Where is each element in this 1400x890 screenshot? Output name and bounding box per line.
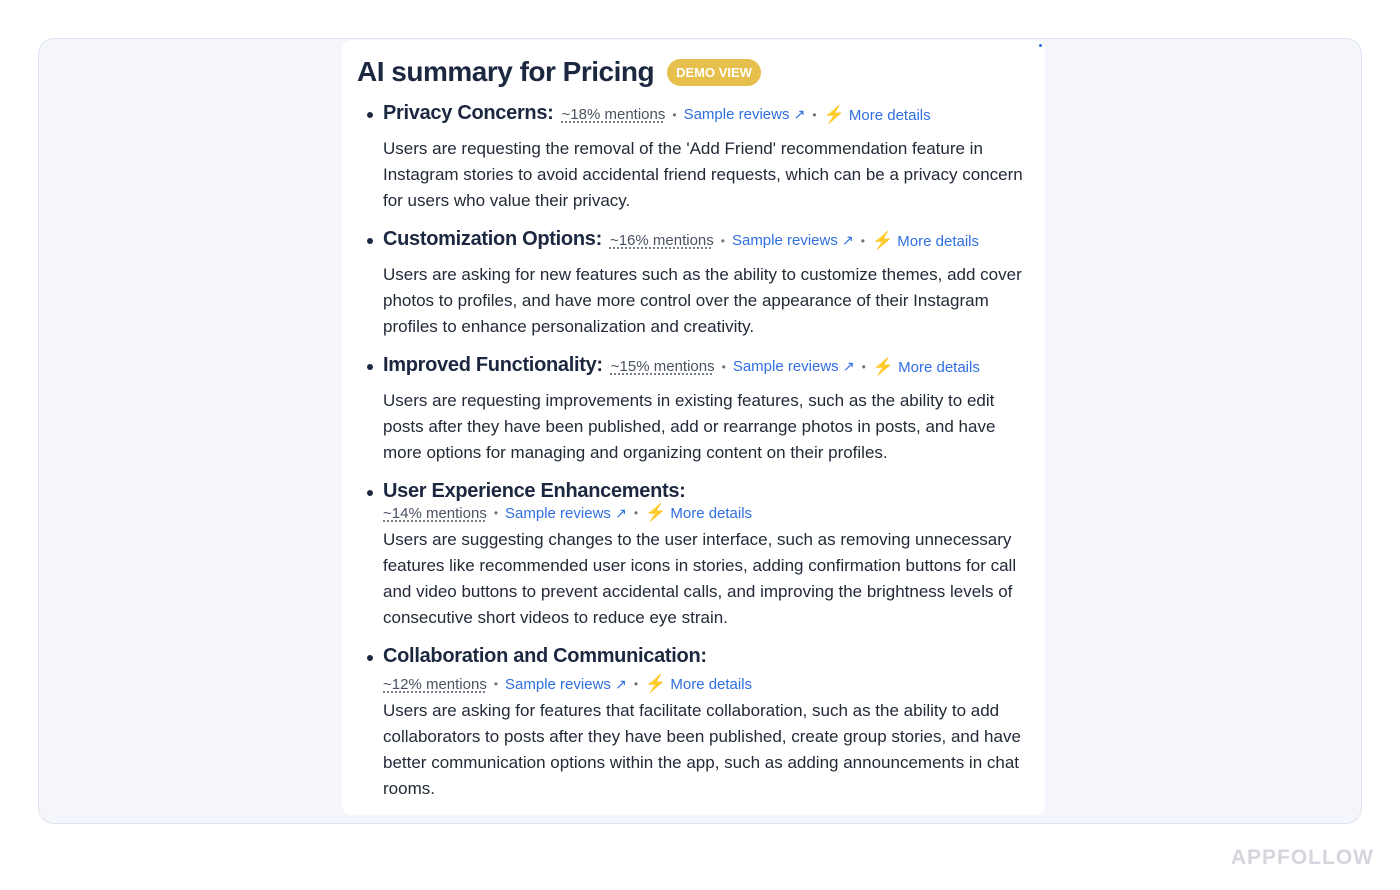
separator-dot: • — [633, 677, 639, 691]
sample-reviews-label: Sample reviews — [683, 106, 790, 123]
lightning-icon: ⚡ — [823, 104, 845, 124]
mentions-percent[interactable]: ~16% mentions — [609, 232, 714, 249]
lightning-icon: ⚡ — [645, 503, 667, 522]
more-details-link[interactable] — [873, 357, 980, 377]
separator-dot: • — [672, 107, 677, 122]
summary-item — [357, 478, 1031, 631]
indicator-dot — [1039, 44, 1042, 47]
separator-dot: • — [721, 359, 726, 374]
external-link-icon: ↗ — [842, 358, 855, 374]
separator-dot: • — [860, 233, 865, 248]
item-description: Users are asking for new features such as the ability to customize themes, add cover photos to profiles, and have more control over the appearance of their Instagram profiles to enhance personalization and creativity. — [383, 265, 1022, 336]
external-link-icon: ↗ — [842, 232, 854, 248]
summary-item — [357, 100, 1031, 214]
sample-reviews-label: Sample reviews — [505, 504, 611, 522]
item-title: User Experience Enhancements: — [383, 480, 686, 502]
separator-dot: • — [493, 506, 499, 520]
lightning-icon: ⚡ — [645, 674, 667, 693]
sample-reviews-label: Sample reviews — [732, 358, 839, 375]
separator-dot: • — [493, 677, 499, 691]
mentions-percent[interactable]: ~12% mentions — [383, 675, 487, 693]
item-description: Users are asking for features that facilitate collaboration, such as the ability to add collaborators to posts after they have been published, create group stories, and have better communication options within the app, such as adding announcements in chat rooms. — [383, 701, 1021, 798]
separator-dot: • — [861, 359, 866, 374]
summary-item — [357, 643, 1031, 802]
more-details-label: More details — [670, 505, 753, 522]
item-title: Customization Options: — [383, 228, 602, 250]
item-title: Collaboration and Communication: — [383, 645, 707, 667]
more-details-link[interactable] — [872, 231, 979, 251]
separator-dot: • — [812, 107, 817, 122]
separator-dot: • — [633, 506, 639, 520]
summary-item — [357, 352, 1031, 466]
more-details-link[interactable] — [824, 105, 931, 125]
lightning-icon: ⚡ — [871, 230, 894, 250]
mentions-percent[interactable]: ~18% mentions — [561, 106, 666, 123]
external-link-icon: ↗ — [615, 675, 627, 692]
separator-dot: • — [720, 233, 725, 248]
sample-reviews-link[interactable] — [732, 232, 854, 249]
page-title: AI summary for Pricing — [357, 56, 655, 87]
more-details-link[interactable] — [645, 503, 752, 523]
sample-reviews-link[interactable] — [505, 505, 627, 522]
item-title: Improved Functionality: — [383, 354, 603, 376]
more-details-label: More details — [898, 358, 980, 376]
sample-reviews-link[interactable] — [684, 106, 806, 123]
mentions-percent[interactable]: ~15% mentions — [610, 358, 715, 375]
demo-view-badge: DEMO VIEW — [667, 59, 761, 86]
sample-reviews-link[interactable] — [733, 358, 855, 375]
summary-list — [357, 100, 1031, 802]
sample-reviews-label: Sample reviews — [731, 232, 838, 249]
item-title: Privacy Concerns: — [383, 102, 554, 124]
external-link-icon: ↗ — [793, 106, 806, 122]
more-details-label: More details — [897, 232, 979, 250]
item-description: Users are requesting improvements in existing features, such as the ability to edit posts after they have been published, add or rearrange photos in posts, and have more options for managing and organizing content on their profiles. — [383, 391, 996, 462]
sample-reviews-label: Sample reviews — [505, 675, 611, 693]
item-description: Users are requesting the removal of the 'Add Friend' recommendation feature in Instagram stories to avoid accidental friend requests, which can be a privacy concern for users who value their privacy. — [383, 139, 1023, 210]
more-details-label: More details — [848, 106, 931, 124]
more-details-label: More details — [670, 676, 753, 693]
item-description: Users are suggesting changes to the user interface, such as removing unnecessary features like recommended user icons in stories, adding confirmation buttons for call and video buttons to prevent accidental calls, and improving the brightness levels of consecutive short videos to reduce eye strain. — [383, 530, 1017, 627]
sample-reviews-link[interactable] — [505, 676, 627, 693]
summary-item — [357, 226, 1031, 340]
ai-summary-card — [342, 40, 1045, 815]
mentions-percent[interactable]: ~14% mentions — [383, 504, 487, 522]
external-link-icon: ↗ — [615, 504, 627, 521]
lightning-icon: ⚡ — [872, 356, 894, 376]
appfollow-logo: APPFOLLOW — [1230, 846, 1374, 869]
more-details-link[interactable] — [645, 674, 752, 694]
